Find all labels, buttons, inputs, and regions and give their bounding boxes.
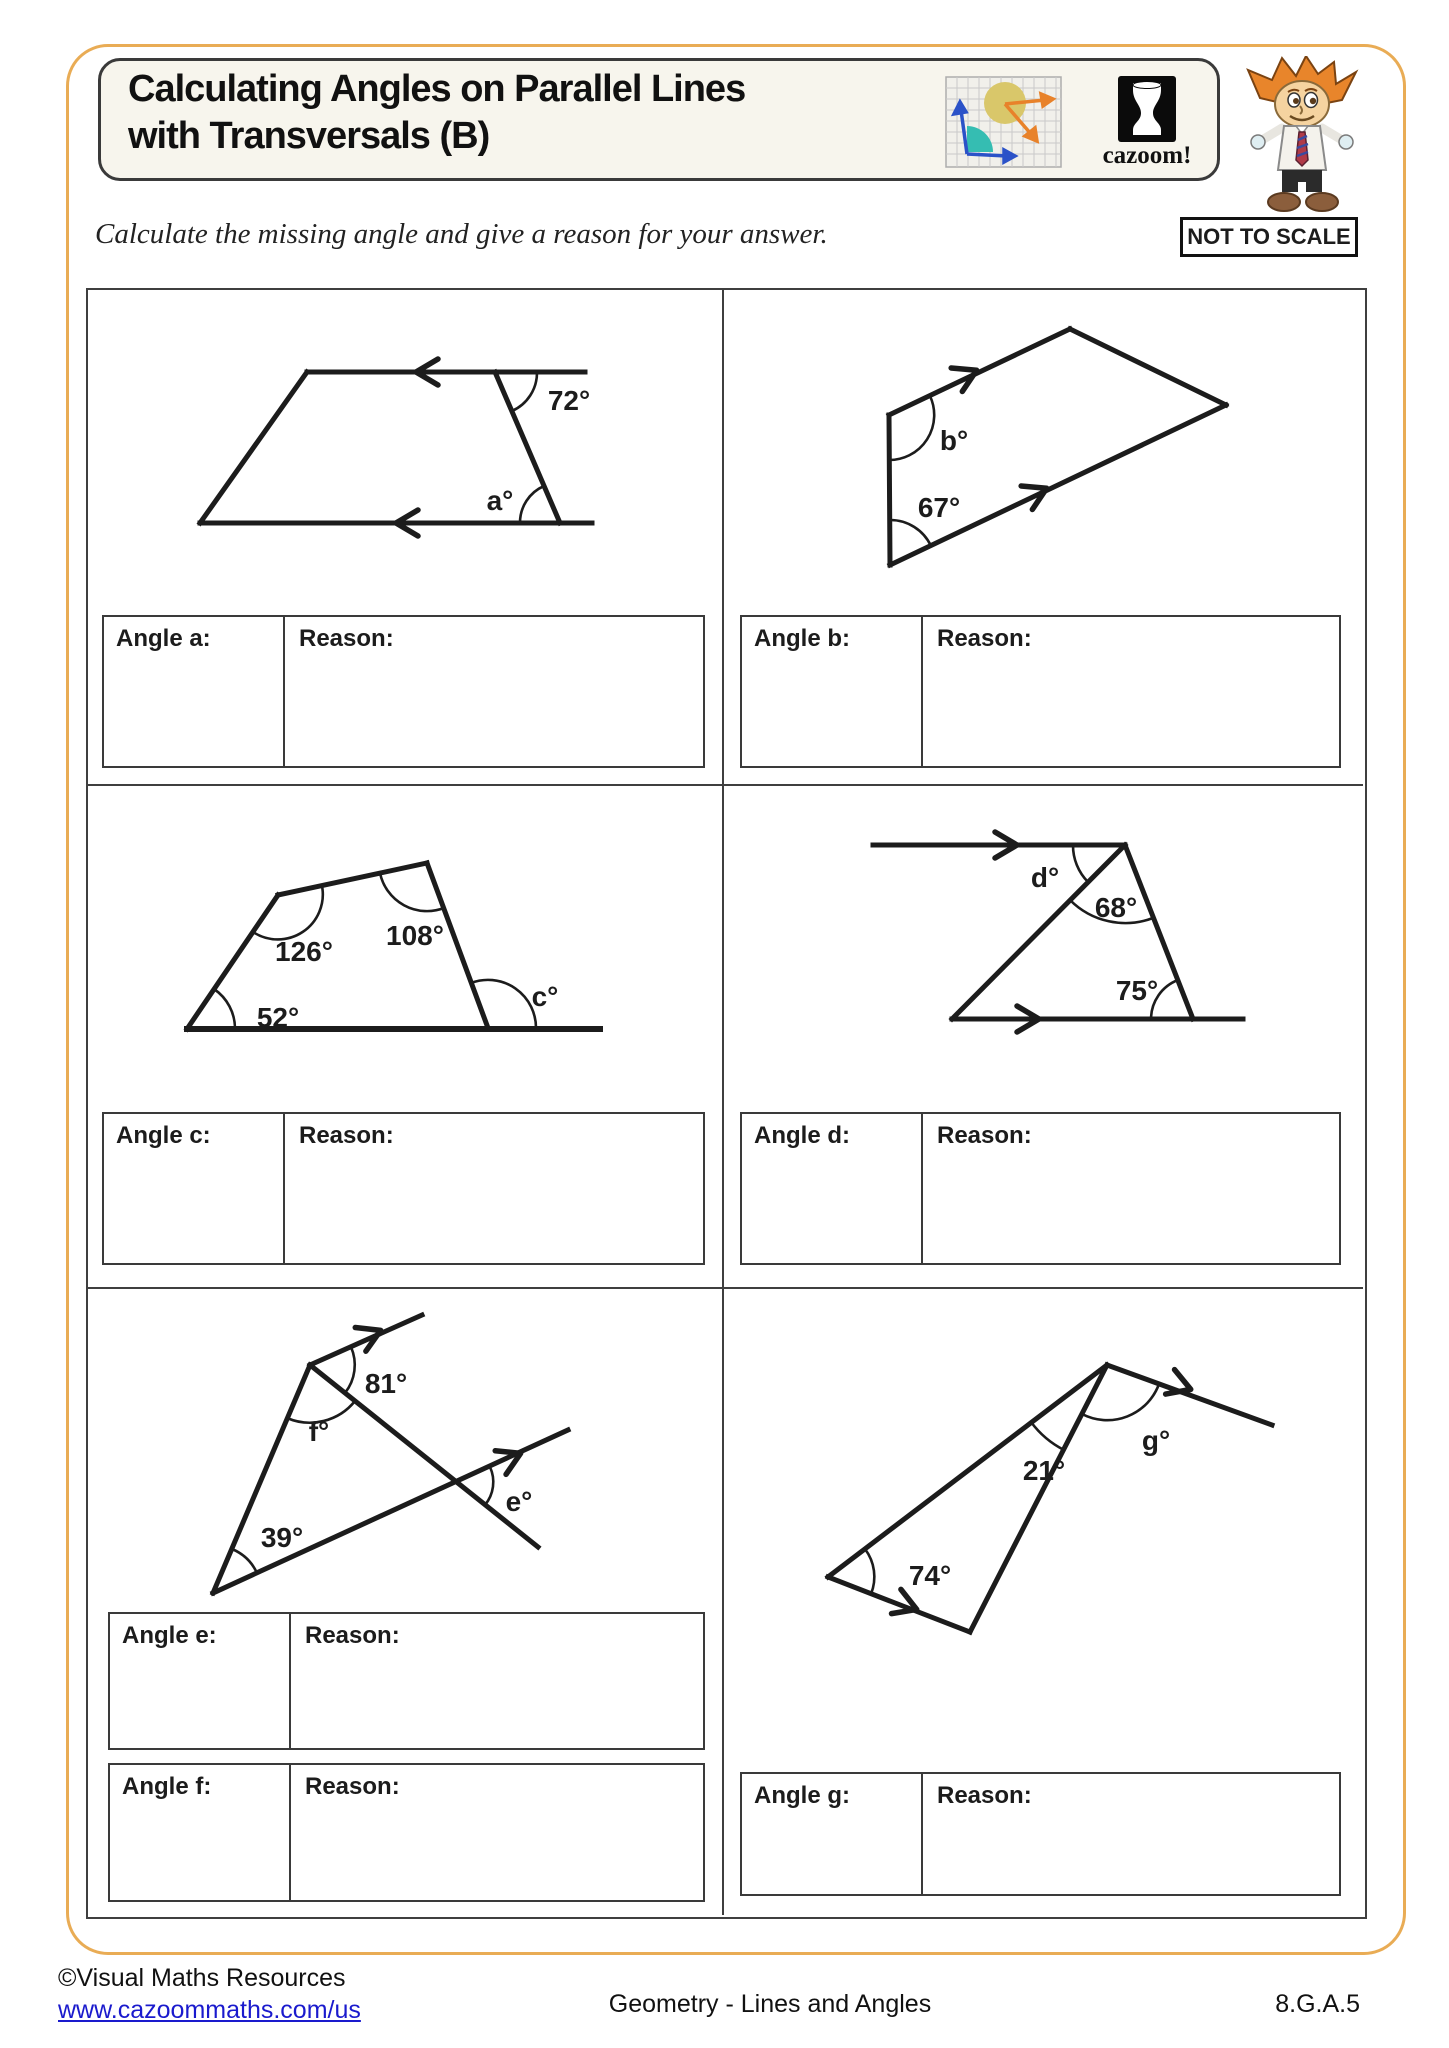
cazoom-goblet-icon	[1118, 76, 1176, 142]
answer-label-b[interactable]: Angle b:	[742, 617, 923, 766]
footer-copyright: ©Visual Maths Resources	[58, 1964, 346, 1992]
mascot-shoe	[1306, 193, 1338, 211]
reason-field-a[interactable]: Reason:	[299, 625, 394, 652]
cazoom-logo	[1085, 76, 1209, 170]
footer-topic: Geometry - Lines and Angles	[608, 1990, 932, 2018]
reason-field-e[interactable]: Reason:	[305, 1622, 400, 1649]
answer-box-e	[108, 1612, 705, 1750]
angle-label-108: 108°	[386, 920, 444, 951]
angle-arc	[214, 989, 235, 1029]
answer-box-b	[740, 615, 1341, 768]
instruction-text: Calculate the missing angle and give a reason for your answer.	[95, 218, 828, 250]
footer-standard-code: 8.G.A.5	[1275, 1990, 1360, 2018]
angle-label-75: 75°	[1115, 975, 1159, 1006]
answer-box-g	[740, 1772, 1341, 1896]
angle-label-39: 39°	[260, 1522, 304, 1553]
answer-box-f	[108, 1763, 705, 1902]
angle-arc	[1073, 845, 1088, 882]
page-title	[128, 66, 928, 160]
answer-label-c[interactable]: Angle c:	[104, 1114, 285, 1263]
page-title-line1: Calculating Angles on Parallel Lines	[128, 68, 746, 110]
angle-label-81: 81°	[364, 1368, 408, 1399]
answer-label-g[interactable]: Angle g:	[742, 1774, 923, 1894]
answer-box-a	[102, 615, 705, 768]
angle-label-74: 74°	[908, 1560, 952, 1591]
angle-label-g: g°	[1141, 1425, 1171, 1456]
page-title-line2: with Transversals (B)	[128, 115, 490, 157]
angle-label-52: 52°	[256, 1002, 300, 1033]
angle-arc	[345, 1347, 355, 1393]
angle-label-c: c°	[531, 981, 559, 1012]
mascot-pants	[1282, 170, 1322, 192]
angle-label-e: e°	[505, 1486, 533, 1517]
footer-website-link[interactable]: www.cazoommaths.com/us	[58, 1996, 361, 2024]
not-to-scale-badge: NOT TO SCALE	[1180, 217, 1358, 257]
cazoom-mascot-character	[1242, 56, 1362, 216]
angle-arc	[512, 372, 537, 411]
angle-label-72: 72°	[547, 385, 591, 416]
angle-arc	[890, 520, 931, 546]
angle-label-d: d°	[1030, 862, 1060, 893]
answer-label-f[interactable]: Angle f:	[110, 1765, 291, 1900]
answer-label-e[interactable]: Angle e:	[110, 1614, 291, 1748]
reason-field-d[interactable]: Reason:	[937, 1122, 1032, 1149]
angle-label-126: 126°	[275, 936, 333, 967]
angle-label-b: b°	[939, 425, 969, 456]
angles-on-grid-icon	[945, 76, 1062, 168]
angle-arc	[865, 1549, 874, 1594]
answer-box-c	[102, 1112, 705, 1265]
answer-box-d	[740, 1112, 1341, 1265]
cazoom-logo-text: cazoom!	[1102, 142, 1192, 169]
reason-field-g[interactable]: Reason:	[937, 1782, 1032, 1809]
angle-label-67: 67°	[917, 492, 961, 523]
reason-field-f[interactable]: Reason:	[305, 1773, 400, 1800]
angle-label-21: 21°	[1022, 1455, 1066, 1486]
angle-arc	[520, 486, 544, 523]
angle-arc	[232, 1549, 257, 1573]
angle-label-a: a°	[486, 485, 514, 516]
angle-arc	[485, 1467, 493, 1505]
angle-label-68: 68°	[1094, 892, 1138, 923]
reason-field-c[interactable]: Reason:	[299, 1122, 394, 1149]
angle-label-f: f°	[308, 1416, 330, 1447]
angle-arc	[1031, 1422, 1064, 1450]
reason-field-b[interactable]: Reason:	[937, 625, 1032, 652]
answer-label-a[interactable]: Angle a:	[104, 617, 285, 766]
mascot-shoe	[1268, 193, 1300, 211]
answer-label-d[interactable]: Angle d:	[742, 1114, 923, 1263]
